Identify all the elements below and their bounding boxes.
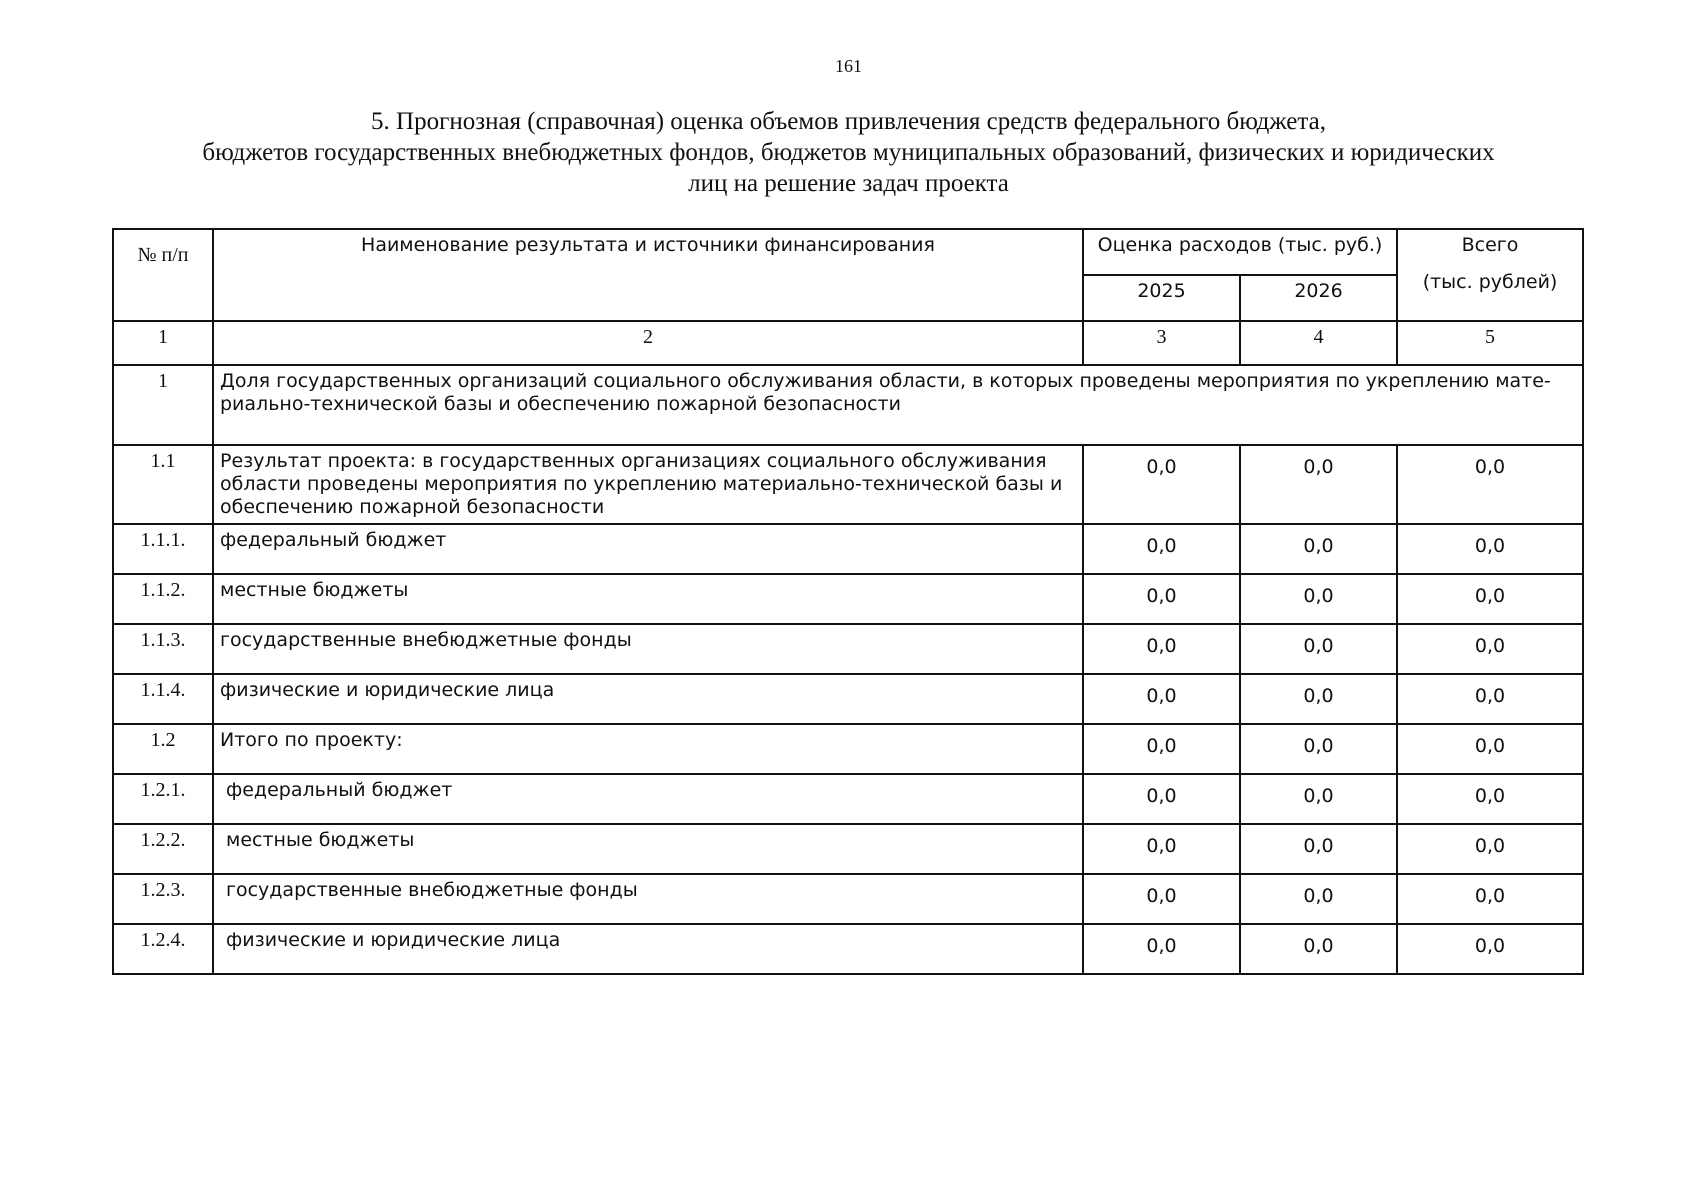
page-number: 161 bbox=[835, 56, 862, 76]
row-num: 1.1 bbox=[113, 445, 213, 524]
row-value-2025: 0,0 bbox=[1083, 774, 1240, 824]
row-value-2025: 0,0 bbox=[1083, 445, 1240, 524]
row-value-2026: 0,0 bbox=[1240, 724, 1397, 774]
title-line-3: лиц на решение задач проекта bbox=[688, 170, 1009, 197]
header-num: № п/п bbox=[113, 229, 213, 321]
row-value-2025: 0,0 bbox=[1083, 574, 1240, 624]
row-num: 1.1.4. bbox=[113, 674, 213, 724]
row-num: 1.2.4. bbox=[113, 924, 213, 974]
row-name: физические и юридические лица bbox=[213, 924, 1083, 974]
row-value-total: 0,0 bbox=[1397, 574, 1583, 624]
table-row bbox=[113, 574, 1583, 624]
financing-table bbox=[112, 228, 1584, 975]
row-name: государственные внебюджетные фонды bbox=[213, 624, 1083, 674]
row-name: федеральный бюджет bbox=[213, 774, 1083, 824]
row-name: местные бюджеты bbox=[213, 824, 1083, 874]
row-value-2026: 0,0 bbox=[1240, 574, 1397, 624]
row-value-total: 0,0 bbox=[1397, 774, 1583, 824]
row-value-2026: 0,0 bbox=[1240, 874, 1397, 924]
table-row bbox=[113, 824, 1583, 874]
row-value-total: 0,0 bbox=[1397, 674, 1583, 724]
goal-num: 1 bbox=[113, 365, 213, 445]
header-total bbox=[1397, 229, 1583, 321]
row-name: физические и юридические лица bbox=[213, 674, 1083, 724]
section-title bbox=[120, 106, 1577, 199]
column-index-cell: 3 bbox=[1083, 321, 1240, 365]
row-name: федеральный бюджет bbox=[213, 524, 1083, 574]
row-name: Итого по проекту: bbox=[213, 724, 1083, 774]
row-value-2025: 0,0 bbox=[1083, 624, 1240, 674]
row-name: Результат проекта: в государственных организациях социального обслуживания области проведены мероприятия по укреплению материально-технической базы и обеспечению пожарной безопасности bbox=[213, 445, 1083, 524]
row-value-2025: 0,0 bbox=[1083, 874, 1240, 924]
table-row bbox=[113, 924, 1583, 974]
header-year-2025: 2025 bbox=[1083, 275, 1240, 321]
header-estimate: Оценка расходов (тыс. руб.) bbox=[1083, 229, 1397, 275]
row-num: 1.2.3. bbox=[113, 874, 213, 924]
table-row bbox=[113, 445, 1583, 524]
row-value-2026: 0,0 bbox=[1240, 624, 1397, 674]
table-row bbox=[113, 724, 1583, 774]
row-value-total: 0,0 bbox=[1397, 445, 1583, 524]
row-name: государственные внебюджетные фонды bbox=[213, 874, 1083, 924]
table-row bbox=[113, 774, 1583, 824]
table-row bbox=[113, 874, 1583, 924]
row-value-2026: 0,0 bbox=[1240, 674, 1397, 724]
row-value-total: 0,0 bbox=[1397, 724, 1583, 774]
row-value-2025: 0,0 bbox=[1083, 824, 1240, 874]
header-total-line2: (тыс. рублей) bbox=[1422, 271, 1558, 293]
row-value-2025: 0,0 bbox=[1083, 924, 1240, 974]
row-value-2025: 0,0 bbox=[1083, 524, 1240, 574]
row-value-total: 0,0 bbox=[1397, 824, 1583, 874]
row-value-2026: 0,0 bbox=[1240, 445, 1397, 524]
header-row bbox=[113, 229, 1583, 275]
row-value-total: 0,0 bbox=[1397, 874, 1583, 924]
column-index-row bbox=[113, 321, 1583, 365]
row-value-2026: 0,0 bbox=[1240, 774, 1397, 824]
column-index-cell: 2 bbox=[213, 321, 1083, 365]
column-index-cell: 1 bbox=[113, 321, 213, 365]
column-index-cell: 4 bbox=[1240, 321, 1397, 365]
row-value-2026: 0,0 bbox=[1240, 824, 1397, 874]
row-value-2026: 0,0 bbox=[1240, 924, 1397, 974]
table-row bbox=[113, 524, 1583, 574]
row-value-total: 0,0 bbox=[1397, 624, 1583, 674]
title-line-1: 5. Прогнозная (справочная) оценка объемов привлечения средств федерального бюджета, bbox=[371, 108, 1326, 135]
table-row bbox=[113, 624, 1583, 674]
row-num: 1.2.1. bbox=[113, 774, 213, 824]
header-total-line1: Всего bbox=[1461, 234, 1519, 256]
row-value-2025: 0,0 bbox=[1083, 724, 1240, 774]
goal-text: Доля государственных организаций социального обслуживания области, в которых проведены мероприятия по укреплению мате-риально-технической базы и обеспечению пожарной безопасности bbox=[213, 365, 1583, 445]
row-value-2026: 0,0 bbox=[1240, 524, 1397, 574]
row-num: 1.2.2. bbox=[113, 824, 213, 874]
table-row bbox=[113, 674, 1583, 724]
row-value-total: 0,0 bbox=[1397, 524, 1583, 574]
row-num: 1.1.2. bbox=[113, 574, 213, 624]
goal-row bbox=[113, 365, 1583, 445]
table-body bbox=[113, 445, 1583, 974]
column-index-cell: 5 bbox=[1397, 321, 1583, 365]
row-num: 1.1.3. bbox=[113, 624, 213, 674]
title-line-2: бюджетов государственных внебюджетных фондов, бюджетов муниципальных образований, физических и юридических bbox=[202, 139, 1495, 166]
row-num: 1.1.1. bbox=[113, 524, 213, 574]
header-year-2026: 2026 bbox=[1240, 275, 1397, 321]
row-num: 1.2 bbox=[113, 724, 213, 774]
row-name: местные бюджеты bbox=[213, 574, 1083, 624]
row-value-total: 0,0 bbox=[1397, 924, 1583, 974]
row-value-2025: 0,0 bbox=[1083, 674, 1240, 724]
header-name: Наименование результата и источники финансирования bbox=[213, 229, 1083, 321]
